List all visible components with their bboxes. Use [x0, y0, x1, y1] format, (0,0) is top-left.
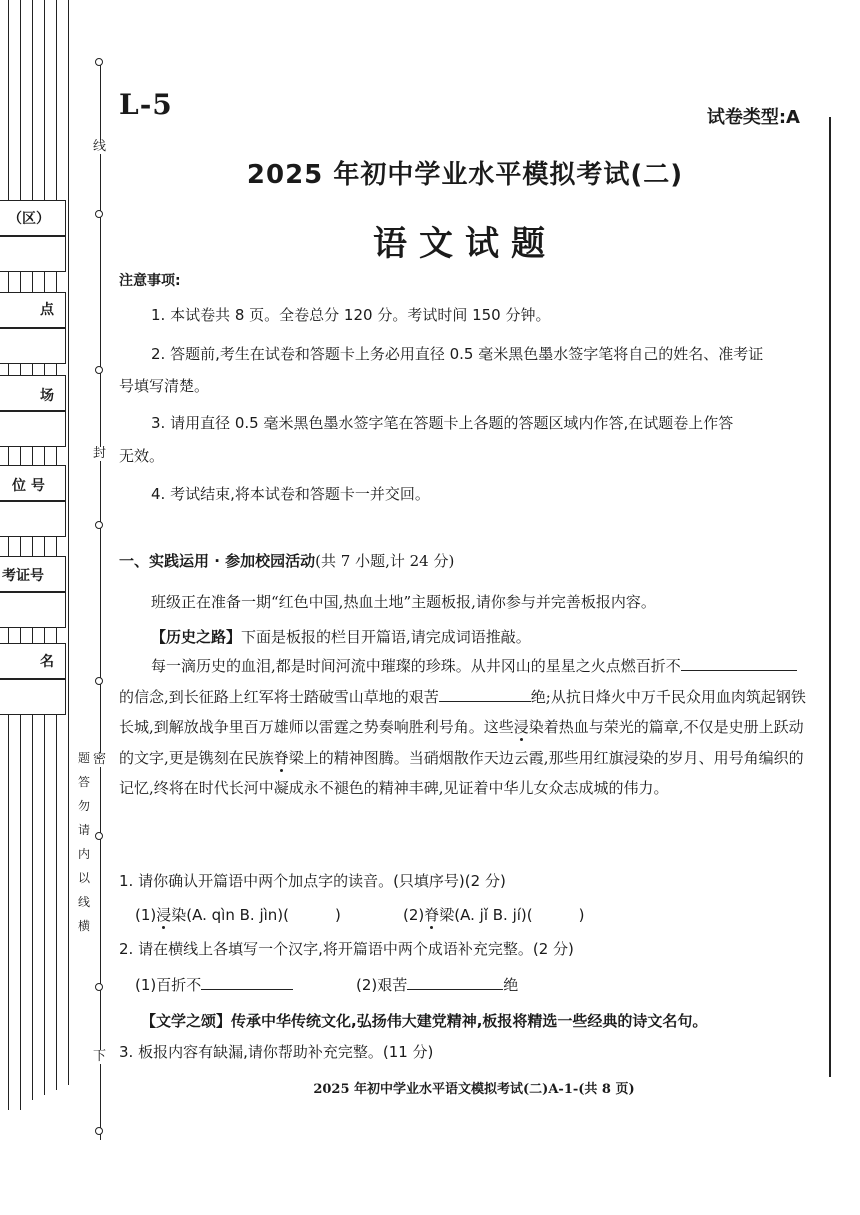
vertical-note-char: 题 — [77, 751, 90, 765]
binding-hole — [95, 366, 103, 374]
seal-mark-secret: 密 — [93, 752, 107, 767]
binding-hole — [95, 983, 103, 991]
binding-hole — [95, 58, 103, 66]
exam-room-box — [0, 375, 66, 411]
vertical-note-char: 横 — [77, 919, 90, 933]
idiom-b-blank[interactable] — [407, 974, 503, 990]
vertical-note-char: 请 — [77, 823, 90, 837]
seal-mark-seal: 封 — [93, 446, 107, 461]
idiom-a-text: (1)百折不 — [135, 976, 202, 994]
question-1-stem: 1. 请你确认开篇语中两个加点字的读音。(只填序号)(2 分) — [119, 872, 506, 890]
scratch-line — [20, 0, 21, 1110]
idiom-b-end: 绝 — [503, 976, 519, 994]
scratch-line — [56, 0, 57, 1090]
dotted-char: 脊 — [424, 906, 440, 924]
section-intro: 班级正在准备一期“红色中国,热血土地”主题板报,请你参与并完善板报内容。 — [151, 593, 656, 611]
idiom-blank-1-cont — [767, 655, 797, 671]
notice-item: 2. 答题前,考生在试卷和答题卡上务必用直径 0.5 毫米黑色墨水签字笔将自己的姓名、准考证 — [151, 345, 764, 363]
question-3-stem: 3. 板报内容有缺漏,请你帮助补充完整。(11 分) — [119, 1043, 434, 1061]
binding-line — [100, 60, 101, 1140]
name-label: 名 — [40, 651, 54, 671]
option-b-text: 梁(A. jǐ B. jí)( — [439, 906, 533, 924]
binding-hole — [95, 210, 103, 218]
notice-item: 1. 本试卷共 8 页。全卷总分 120 分。考试时间 150 分钟。 — [151, 306, 551, 324]
seat-number-label: 位 号 — [12, 475, 45, 495]
history-tag: 【历史之路】 — [151, 628, 242, 646]
history-intro — [151, 626, 531, 647]
question-1-option-b — [403, 904, 584, 925]
subject-title: 语文试题 — [373, 224, 557, 264]
exam-site-field — [0, 328, 66, 364]
bottom-mark: 下 — [93, 1049, 107, 1064]
question-1-option-a — [135, 904, 341, 925]
scratch-line — [32, 0, 33, 1100]
question-2-part-b — [356, 974, 518, 995]
vertical-note-char: 以 — [77, 871, 90, 885]
option-a-text: 染(A. qìn B. jìn)( — [171, 906, 289, 924]
paper-type: 试卷类型:A — [706, 107, 800, 128]
right-margin-rule — [829, 117, 831, 1077]
exam-site-box — [0, 292, 66, 328]
scratch-line — [68, 0, 69, 1085]
literature-tag: 【文学之颂】 — [141, 1012, 232, 1030]
scratch-line — [44, 0, 45, 1095]
seat-number-field — [0, 501, 66, 537]
exam-site-label: 点 — [40, 299, 54, 319]
exam-room-field — [0, 411, 66, 447]
history-instruction: 下面是板报的栏目开篇语,请完成词语推敲。 — [241, 628, 531, 646]
notice-heading: 注意事项: — [119, 273, 181, 289]
page-footer: 2025 年初中学业水平语文模拟考试(二)A-1-(共 8 页) — [313, 1082, 635, 1097]
notice-item: 3. 请用直径 0.5 毫米黑色墨水签字笔在答题卡上各题的答题区域内作答,在试题卷上作答 — [151, 414, 734, 432]
option-b-prefix: (2) — [403, 906, 425, 924]
passage-part: 绝;从抗日烽火中万千民众用血肉筑起钢铁长城,到解放战争里百万雄师以雷霆之势奏响胜利号角。这些 — [119, 687, 806, 736]
passage-part: 的信念,到长征路上红军将士踏破雪山草地的艰苦 — [119, 687, 439, 706]
question-2-stem: 2. 请在横线上各填写一个汉字,将开篇语中两个成语补充完整。(2 分) — [119, 940, 574, 958]
idiom-b-text: (2)艰苦 — [356, 976, 408, 994]
literature-text: 传承中华传统文化,弘扬伟大建党精神,板报将精选一些经典的诗文名句。 — [231, 1012, 708, 1030]
vertical-note-char: 线 — [77, 895, 90, 909]
exam-room-label: 场 — [40, 385, 54, 405]
binding-hole — [95, 832, 103, 840]
passage-part: 梁上的精神图腾。当硝烟散作天边云霞,那些用红旗浸染的岁月、用号角编织的记忆,终将在时代长河中凝成永不褪色的精神丰碑,见证着中华儿女众志成城的伟力。 — [119, 748, 804, 797]
notice-item: 无效。 — [119, 447, 165, 465]
scratch-line — [8, 0, 9, 1110]
vertical-note-char: 答 — [77, 775, 90, 789]
notice-item: 4. 考试结束,将本试卷和答题卡一并交回。 — [151, 485, 430, 503]
dotted-char: 浸 — [513, 718, 529, 736]
option-a-prefix: (1) — [135, 906, 157, 924]
name-box — [0, 643, 66, 679]
vertical-note-char: 勿 — [77, 799, 90, 813]
idiom-a-blank[interactable] — [201, 974, 293, 990]
admission-number-label: 考证号 — [2, 565, 44, 585]
binding-hole — [95, 521, 103, 529]
district-label: （区） — [8, 208, 50, 228]
binding-hole — [95, 677, 103, 685]
paper-code: L-5 — [119, 88, 173, 121]
binding-hole — [95, 1127, 103, 1135]
admission-number-field — [0, 592, 66, 628]
literature-intro — [141, 1010, 707, 1031]
seal-mark-line: 线 — [93, 139, 107, 154]
idiom-blank-2 — [439, 686, 531, 702]
option-a-close: ) — [335, 906, 341, 924]
dotted-char: 脊 — [273, 748, 289, 767]
passage-part: 染着热血与荣光的篇章,不仅是史册上跃动的文字,更是镌刻在民族 — [119, 718, 804, 767]
opening-passage — [119, 651, 809, 804]
notice-item: 号填写清楚。 — [119, 377, 210, 395]
idiom-blank-1 — [681, 655, 767, 671]
section-title — [119, 550, 454, 571]
name-field — [0, 679, 66, 715]
section-title-text: 一、实践运用 · 参加校园活动 — [119, 552, 316, 570]
exam-title: 2025 年初中学业水平模拟考试(二) — [246, 160, 684, 190]
section-title-score: (共 7 小题,计 24 分) — [315, 552, 455, 570]
option-b-close: ) — [578, 906, 585, 924]
passage-part: 每一滴历史的血泪,都是时间河流中璀璨的珍珠。从井冈山的星星之火点燃百折不 — [151, 657, 681, 675]
district-field — [0, 236, 66, 272]
dotted-char: 浸 — [156, 906, 172, 924]
question-2-part-a — [135, 974, 293, 995]
vertical-note-char: 内 — [77, 847, 90, 861]
